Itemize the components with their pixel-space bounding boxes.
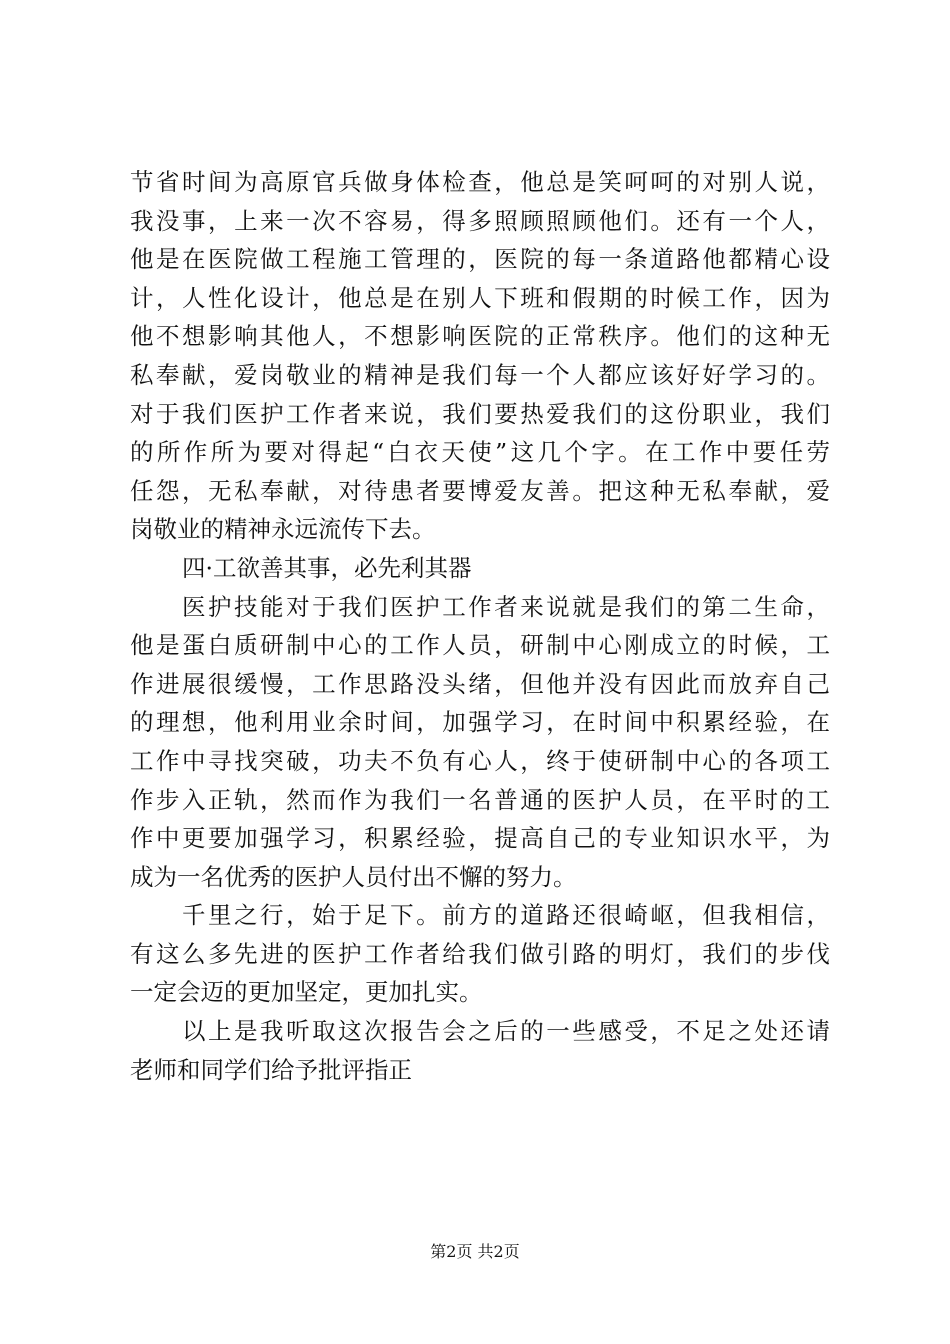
text-line: 对于我们医护工作者来说，我们要热爱我们的这份职业，我们 — [130, 399, 830, 428]
text-line: 四·工欲善其事，必先利其器 — [182, 553, 472, 582]
text-line: 任怨，无私奉献，对待患者要博爱友善。把这种无私奉献，爱 — [130, 476, 830, 505]
document-body — [130, 163, 830, 1089]
text-line: 岗敬业的精神永远流传下去。 — [130, 515, 436, 544]
text-line: 他是在医院做工程施工管理的，医院的每一条道路他都精心设 — [130, 245, 830, 274]
text-line: 成为一名优秀的医护人员付出不懈的努力。 — [130, 862, 577, 891]
text-line: 我没事，上来一次不容易，得多照顾照顾他们。还有一个人， — [130, 206, 830, 235]
text-line: 作中更要加强学习，积累经验，提高自己的专业知识水平，为 — [130, 824, 830, 853]
text-line: 以上是我听取这次报告会之后的一些感受，不足之处还请 — [182, 1017, 830, 1046]
text-line: 有这么多先进的医护工作者给我们做引路的明灯，我们的步伐 — [130, 939, 830, 968]
text-line: 作进展很缓慢，工作思路没头绪，但他并没有因此而放弃自己 — [130, 669, 830, 698]
text-line: 的理想，他利用业余时间，加强学习，在时间中积累经验，在 — [130, 708, 830, 737]
text-line: 他是蛋白质研制中心的工作人员，研制中心刚成立的时候，工 — [130, 631, 830, 660]
text-line: 一定会迈的更加坚定，更加扎实。 — [130, 978, 483, 1007]
text-line: 私奉献，爱岗敬业的精神是我们每一个人都应该好好学习的。 — [130, 360, 830, 389]
text-line: 的所作所为要对得起“白衣天使”这几个字。在工作中要任劳 — [130, 438, 830, 467]
text-line: 千里之行，始于足下。前方的道路还很崎岖，但我相信， — [182, 901, 830, 930]
text-line: 作步入正轨，然而作为我们一名普通的医护人员，在平时的工 — [130, 785, 830, 814]
text-line: 节省时间为高原官兵做身体检查，他总是笑呵呵的对别人说， — [130, 168, 830, 196]
text-line: 老师和同学们给予批评指正 — [130, 1055, 412, 1084]
page-footer: 第2页 共2页 — [430, 1242, 520, 1261]
text-line: 他不想影响其他人，不想影响医院的正常秩序。他们的这种无 — [130, 322, 830, 351]
text-line: 计，人性化设计，他总是在别人下班和假期的时候工作，因为 — [130, 283, 830, 312]
text-line: 工作中寻找突破，功夫不负有心人，终于使研制中心的各项工 — [130, 746, 830, 775]
text-line: 医护技能对于我们医护工作者来说就是我们的第二生命， — [182, 592, 830, 621]
